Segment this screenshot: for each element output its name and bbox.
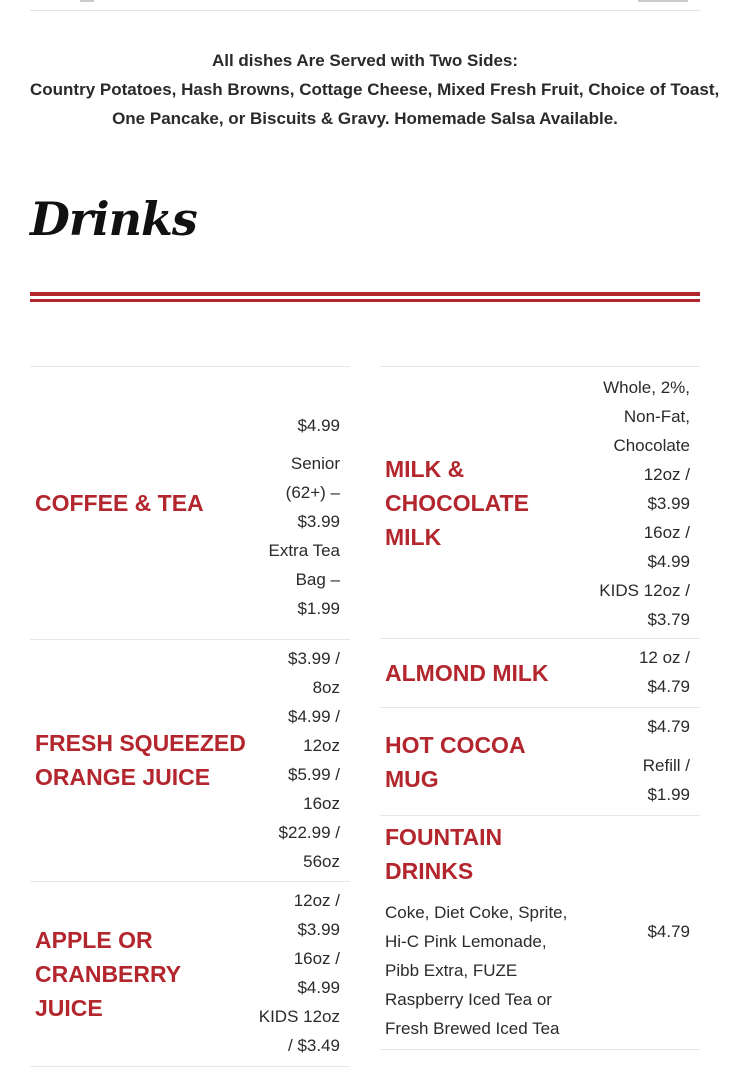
price-line: Whole, 2%, Non-Fat, Chocolate — [603, 378, 690, 455]
price-line: 12oz / $3.99 — [293, 891, 340, 939]
item-price — [620, 643, 690, 701]
menu-item-apple-juice — [30, 881, 350, 1067]
price-line: KIDS 12oz / $3.49 — [258, 1007, 340, 1055]
price-line: $5.99 / 16oz — [288, 765, 340, 813]
item-price — [260, 411, 340, 623]
item-name: APPLE OR CRANBERRY JUICE — [35, 927, 181, 1021]
price-line: Senior (62+) – $3.99 — [285, 454, 340, 531]
item-price — [590, 373, 690, 634]
top-rule — [30, 10, 700, 11]
item-name: ALMOND MILK — [385, 660, 549, 686]
sides-line-1: All dishes Are Served with Two Sides: — [211, 51, 519, 70]
price-line: 16oz / $4.99 — [293, 949, 340, 997]
menu-item-milk — [380, 366, 700, 638]
item-price — [620, 712, 690, 809]
price-line: KIDS 12oz / $3.79 — [599, 581, 690, 629]
price-line: 12oz / $3.99 — [643, 465, 690, 513]
section-divider — [30, 292, 700, 302]
price-line: 12 oz / $4.79 — [638, 648, 690, 696]
top-stub-left — [80, 0, 94, 2]
menu-item-coffee — [30, 366, 350, 639]
item-price — [250, 886, 340, 1060]
sides-line-3: One Pancake, or Biscuits & Gravy. Homemade Salsa Available. — [112, 109, 618, 128]
item-name: FOUNTAIN DRINKS — [385, 824, 503, 884]
price-line: Extra Tea Bag – $1.99 — [268, 541, 340, 618]
section-title: Drinks — [30, 192, 197, 246]
menu-item-orange-juice — [30, 639, 350, 882]
price-line: 16oz / $4.99 — [643, 523, 690, 571]
price-line: $4.99 / 12oz — [288, 707, 340, 755]
price-line: $22.99 / 56oz — [278, 823, 340, 871]
sides-note — [30, 46, 720, 133]
item-price — [270, 644, 340, 876]
item-name: COFFEE & TEA — [35, 490, 204, 516]
menu-item-hot-cocoa — [380, 707, 700, 815]
item-name: MILK & CHOCOLATE MILK — [385, 456, 529, 550]
price-line: Refill / $1.99 — [642, 756, 690, 804]
item-name: HOT COCOA MUG — [385, 732, 525, 792]
sides-line-2: Country Potatoes, Hash Browns, Cottage Cheese, Mixed Fresh Fruit, Choice of Toast, — [30, 80, 720, 99]
price-line: $4.79 — [647, 922, 690, 941]
item-description: Coke, Diet Coke, Sprite, Hi-C Pink Lemonade, Pibb Extra, FUZE Raspberry Iced Tea or Fresh Brewed Iced Tea — [385, 903, 568, 1038]
item-price — [620, 917, 690, 946]
top-stub-right — [638, 0, 688, 2]
price-line: $4.99 — [297, 416, 340, 435]
price-line: $4.79 — [647, 717, 690, 736]
price-line: $3.99 / 8oz — [288, 649, 340, 697]
menu-item-fountain-drinks — [380, 815, 700, 1050]
item-name: FRESH SQUEEZED ORANGE JUICE — [35, 730, 246, 790]
menu-item-almond-milk — [380, 638, 700, 707]
